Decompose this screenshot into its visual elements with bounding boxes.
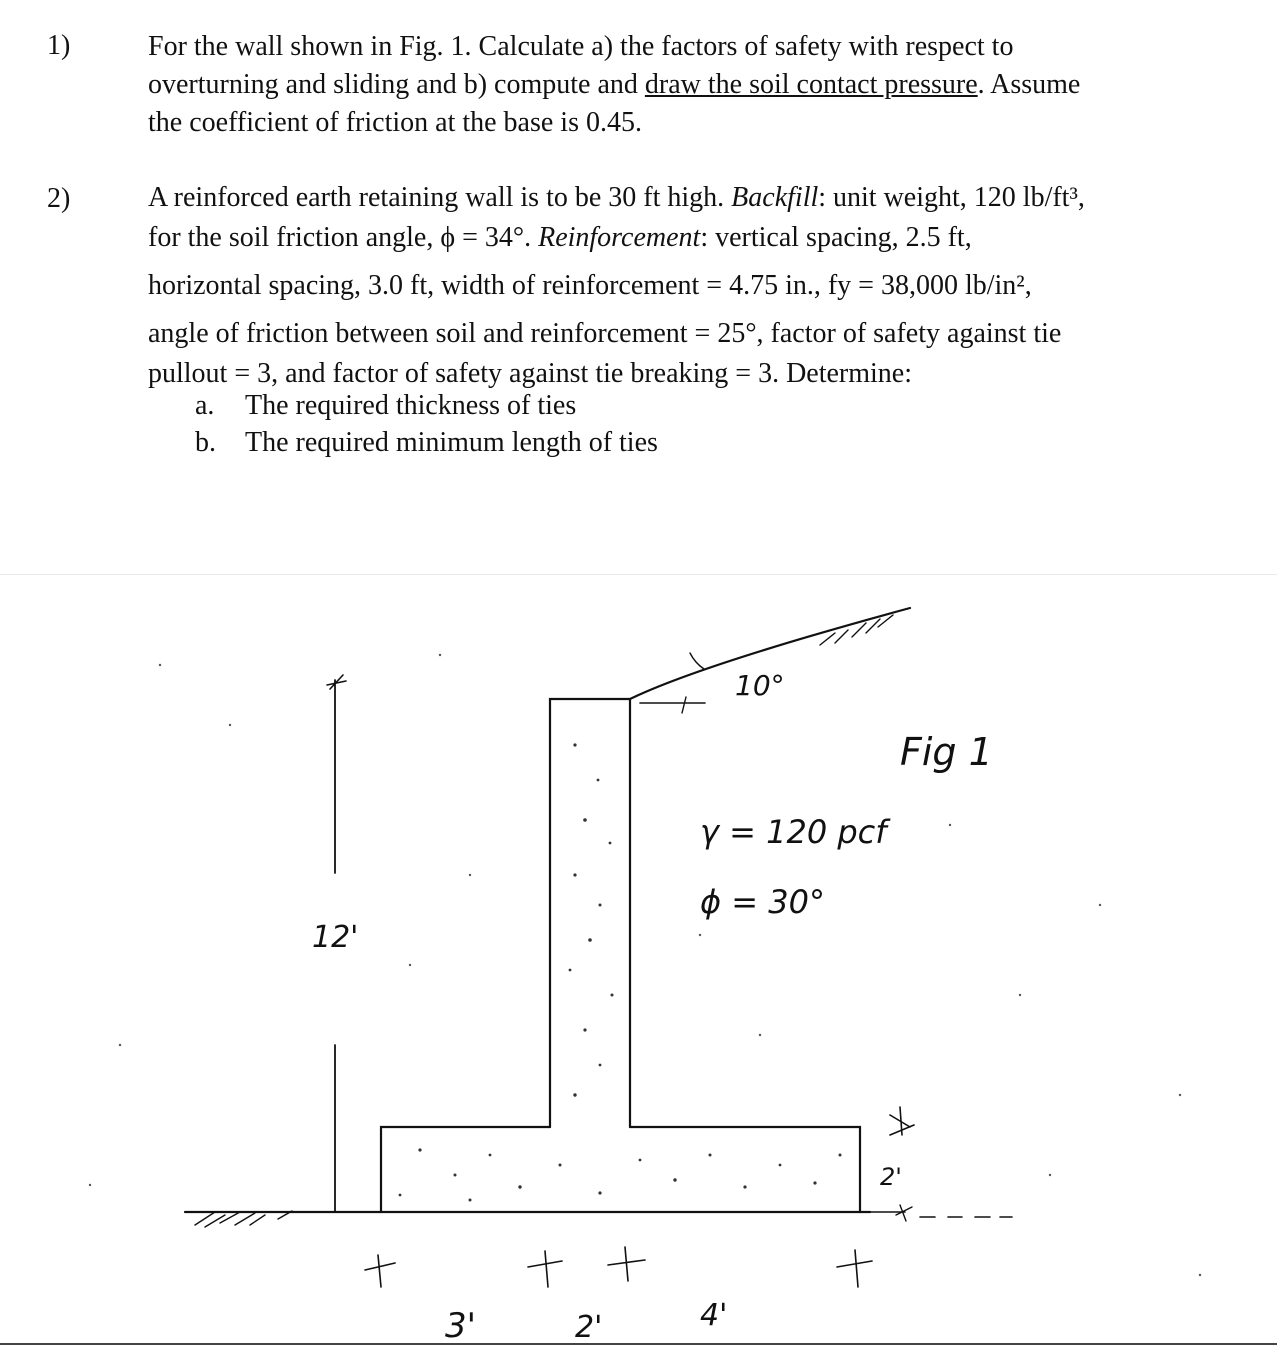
scan-speckle (89, 654, 1201, 1276)
problem-1-line-2-pre: overturning and sliding and b) compute and (148, 69, 645, 100)
problem-2-text (148, 178, 1258, 394)
dim-tick-3 (608, 1247, 645, 1281)
base-thickness-label: 2' (880, 1163, 902, 1191)
problem-1-line-3: the coefficient of friction at the base is 0.45. (148, 107, 642, 138)
list-item (195, 387, 658, 424)
height-label: 12' (312, 920, 359, 955)
list-item (195, 424, 658, 461)
problem-2-line-2-c: : vertical spacing, 2.5 ft, (700, 222, 972, 253)
unit-weight-label: γ = 120 pcf (700, 813, 887, 851)
problem-2-line-1 (148, 178, 1258, 218)
figure-title: Fig 1 (900, 730, 993, 774)
retaining-wall-figure (0, 575, 1277, 1343)
reinforcement-label: Reinforcement (538, 222, 701, 253)
problem-2-line-5: pullout = 3, and factor of safety against tie breaking = 3. Determine: (148, 358, 913, 389)
friction-angle-label: ϕ = 30° (700, 883, 825, 921)
item-a-text: The required thickness of ties (245, 390, 577, 421)
heel-width-label: 4' (700, 1298, 728, 1333)
stem-width-label: 2' (575, 1310, 603, 1343)
ground-hatch (195, 1211, 292, 1227)
problem-2-line-3: horizontal spacing, 3.0 ft, width of reinforcement = 4.75 in., fy = 38,000 lb/in², (148, 270, 1032, 301)
footing-left-top (381, 1127, 550, 1212)
problem-2-number: 2) (47, 183, 71, 214)
problem-2-line-1-a: A reinforced earth retaining wall is to be 30 ft high. (148, 182, 732, 213)
dim-tick-4 (837, 1250, 872, 1287)
slope-angle-label: 10° (735, 669, 785, 702)
dim-tick-1 (365, 1255, 395, 1287)
problem-1-number: 1) (47, 30, 71, 61)
toe-width-label: 3' (445, 1306, 476, 1343)
wall-stem (550, 699, 630, 1127)
item-b-mark: b. (195, 427, 216, 458)
problem-1-line-1: For the wall shown in Fig. 1. Calculate a) the factors of safety with respect to (148, 31, 1014, 62)
page-bottom-edge (0, 1343, 1277, 1345)
backfill-label: Backfill (731, 182, 819, 213)
problem-2-line-4: angle of friction between soil and reinforcement = 25°, factor of safety against tie (148, 318, 1062, 349)
problem-2-line-2-a: for the soil friction angle, ϕ = 34°. (148, 222, 539, 253)
problem-2-subitems (195, 387, 658, 461)
item-a-mark: a. (195, 390, 215, 421)
dim-tick-2 (528, 1251, 562, 1287)
underlined-phrase: draw the soil contact pressure (644, 69, 978, 100)
problem-1-text (148, 28, 1258, 142)
problem-2-line-2 (148, 218, 1258, 258)
item-b-text: The required minimum length of ties (245, 427, 658, 458)
problem-1-line-2-post: . Assume (977, 69, 1081, 100)
problem-1-line-2 (148, 66, 1258, 104)
problem-2-line-1-c: : unit weight, 120 lb/ft³, (818, 182, 1085, 213)
footing-right-top (630, 1127, 860, 1212)
